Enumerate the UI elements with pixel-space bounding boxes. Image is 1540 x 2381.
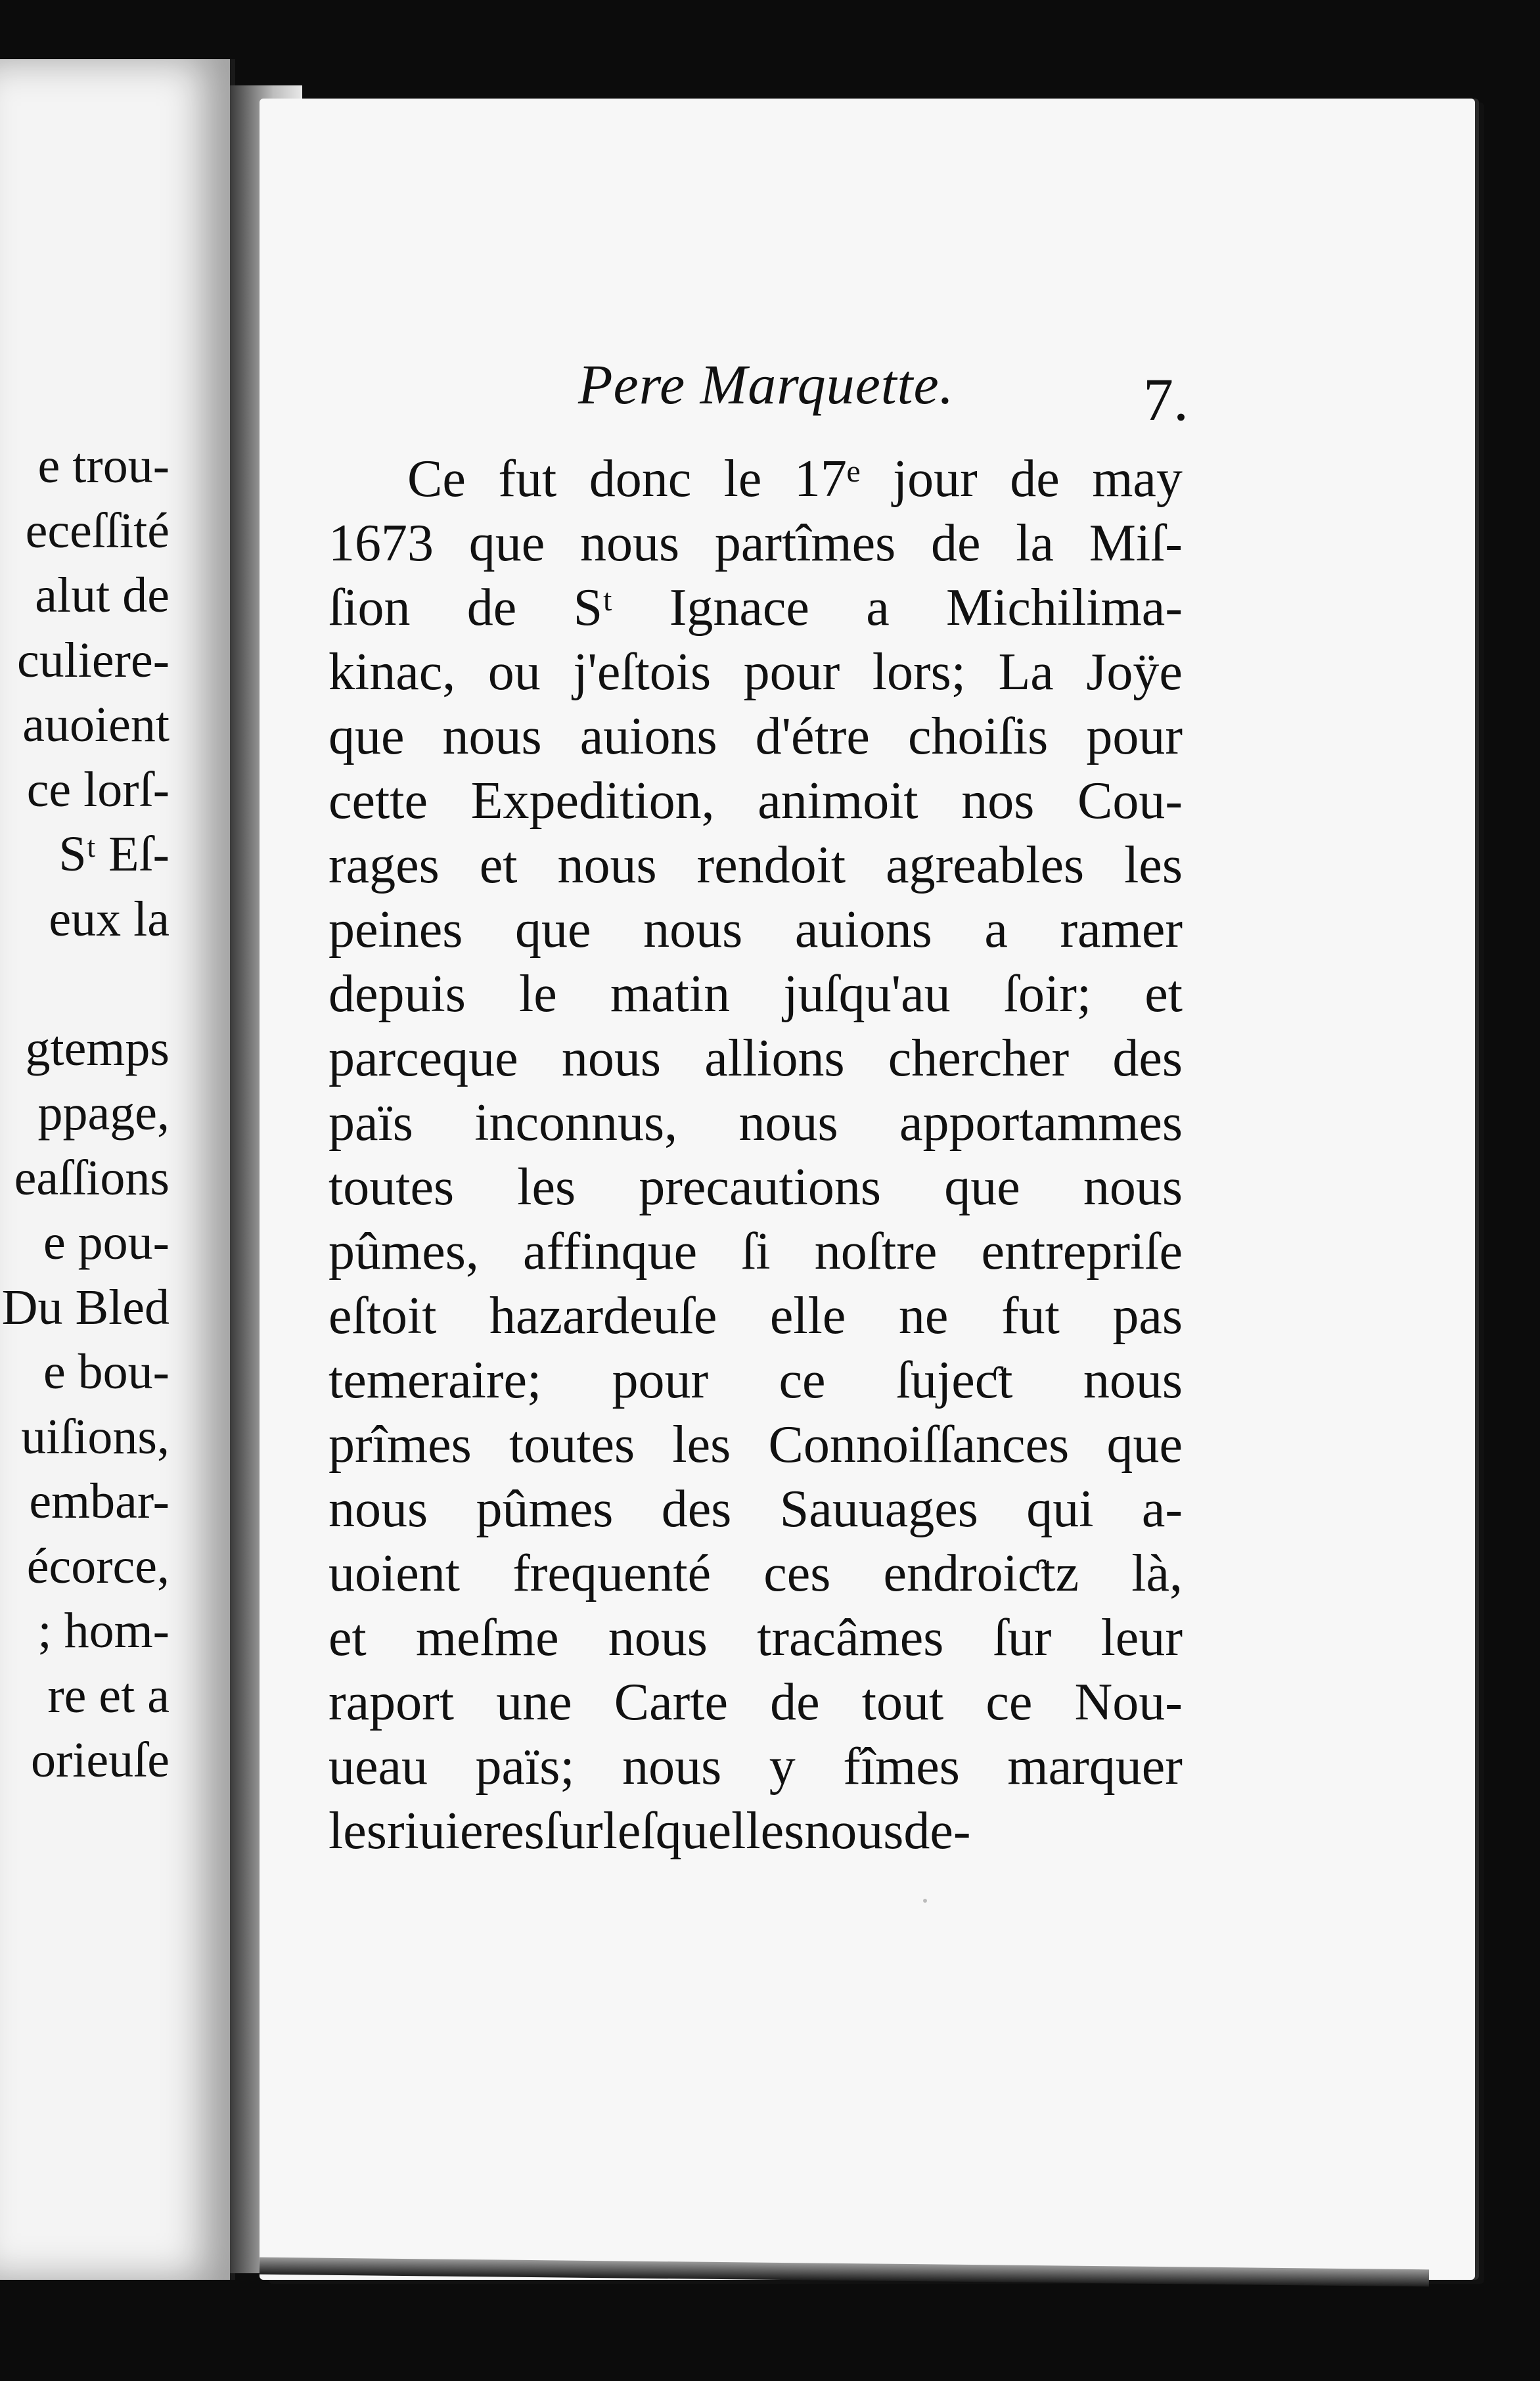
word: de <box>770 1673 820 1731</box>
word: de <box>931 514 981 572</box>
text-line <box>328 769 1183 833</box>
word: eſtoit <box>328 1287 437 1345</box>
word: leur <box>1100 1609 1183 1667</box>
text-line <box>328 833 1183 897</box>
word: prîmes <box>328 1416 472 1474</box>
word: ne <box>898 1287 949 1345</box>
word: fut <box>1001 1287 1060 1345</box>
word: pour <box>612 1351 709 1409</box>
word: hazardeuſe <box>489 1287 717 1345</box>
word: auions <box>579 708 717 765</box>
word: Sᵗ <box>573 579 613 637</box>
word: les <box>672 1416 731 1474</box>
word: tracâmes <box>757 1609 944 1667</box>
word: partîmes <box>714 514 896 572</box>
word: Joÿe <box>1086 643 1183 701</box>
word: a- <box>1141 1480 1183 1538</box>
text-line <box>328 511 1183 576</box>
word: Ce <box>407 450 466 508</box>
word: affinque <box>523 1223 698 1281</box>
word: rages <box>328 836 440 894</box>
text-line <box>328 1155 1183 1219</box>
word: a <box>866 579 890 637</box>
word: rendoit <box>696 836 846 894</box>
word: ſoir; <box>1003 965 1092 1023</box>
word: temeraire; <box>328 1351 542 1409</box>
text-line <box>328 1799 1183 1863</box>
left-page-line: e pou- <box>43 1215 170 1270</box>
word: nous <box>557 836 657 894</box>
left-page-line <box>0 951 170 1016</box>
left-page-line: auoient <box>22 697 170 752</box>
word: et <box>328 1609 367 1667</box>
word: Miſ- <box>1089 514 1183 572</box>
word: Sauuages <box>779 1480 978 1538</box>
word: inconnus, <box>474 1094 678 1152</box>
left-page-line: culiere- <box>16 632 170 688</box>
running-head: Pere Marquette. <box>578 353 955 416</box>
left-page-line: écorce, <box>26 1538 170 1594</box>
word: ces <box>763 1545 831 1602</box>
text-line <box>328 1735 1183 1799</box>
word: nous <box>1083 1351 1183 1409</box>
word: les <box>1124 836 1183 894</box>
word: riuieres <box>386 1802 545 1860</box>
word: animoit <box>758 772 918 830</box>
text-line <box>328 1606 1183 1670</box>
word: jour <box>892 450 978 508</box>
text-line <box>328 1091 1183 1155</box>
word: de <box>1010 450 1060 508</box>
word: matin <box>610 965 731 1023</box>
left-page-line: ppage, <box>37 1085 170 1141</box>
word: païs; <box>475 1738 575 1796</box>
word: precautions <box>639 1158 882 1216</box>
left-page-line: eux la <box>49 891 170 947</box>
text-line <box>328 640 1183 704</box>
word: leſquelles <box>602 1802 805 1860</box>
word: kinac, <box>328 643 456 701</box>
word: allions <box>704 1030 845 1087</box>
word: pour <box>743 643 840 701</box>
paper-speck <box>923 1899 927 1903</box>
word: raport <box>328 1673 455 1731</box>
word: meſme <box>415 1609 559 1667</box>
word: parceque <box>328 1030 518 1087</box>
word: que <box>944 1158 1020 1216</box>
word: ueau <box>328 1738 428 1796</box>
word: Cou- <box>1077 772 1183 830</box>
word: la <box>1016 514 1054 572</box>
word: agreables <box>886 836 1085 894</box>
word: les <box>517 1158 576 1216</box>
word: pour <box>1086 708 1183 765</box>
word: 1673 <box>328 514 434 572</box>
word: a <box>984 901 1008 959</box>
word: le <box>723 450 762 508</box>
word: que <box>328 708 405 765</box>
word: apportammes <box>899 1094 1183 1152</box>
word: de <box>466 579 517 637</box>
text-line <box>328 1477 1183 1541</box>
word: pûmes, <box>328 1223 479 1281</box>
word: nous <box>579 514 680 572</box>
word: nous <box>804 1802 904 1860</box>
text-line <box>328 1284 1183 1348</box>
left-page-text <box>0 434 170 1793</box>
word: nous <box>738 1094 838 1152</box>
left-page-line: alut de <box>35 568 170 623</box>
word: endroiƈtz <box>883 1545 1079 1602</box>
word: ramer <box>1060 901 1183 959</box>
word: des <box>661 1480 732 1538</box>
text-line <box>328 576 1183 640</box>
word: uoient <box>328 1545 460 1602</box>
word: noſtre <box>814 1223 938 1281</box>
word: Ignace <box>669 579 809 637</box>
word: nous <box>442 708 542 765</box>
word: là, <box>1131 1545 1183 1602</box>
left-page-line: e bou- <box>43 1344 170 1399</box>
word: le <box>519 965 557 1023</box>
word: Carte <box>614 1673 729 1731</box>
word: nous <box>561 1030 662 1087</box>
text-line <box>328 1026 1183 1091</box>
word: juſqu'au <box>783 965 951 1023</box>
left-page-line: e trou- <box>37 438 170 493</box>
word: tout <box>861 1673 944 1731</box>
word: j'eſtois <box>573 643 712 701</box>
word: may <box>1092 450 1183 508</box>
word: toutes <box>328 1158 455 1216</box>
left-page-line: orieuſe <box>30 1733 170 1788</box>
word: nous <box>608 1609 708 1667</box>
left-page-line: gtemps <box>25 1020 170 1076</box>
word: des <box>1112 1030 1183 1087</box>
body-text <box>328 447 1183 1863</box>
left-page-line: ce lorſ- <box>26 761 170 817</box>
word: ſi <box>741 1223 771 1281</box>
word: de- <box>903 1802 971 1860</box>
text-line <box>328 962 1183 1026</box>
left-page-line: re et a <box>47 1667 170 1723</box>
word: y <box>769 1738 796 1796</box>
word: que <box>514 901 591 959</box>
word: ce <box>985 1673 1033 1731</box>
text-line <box>328 1219 1183 1284</box>
left-page-line: eceſſité <box>25 503 170 558</box>
word: ſur <box>993 1609 1052 1667</box>
word: païs <box>328 1094 413 1152</box>
word: lors; <box>872 643 966 701</box>
page-number: 7. <box>1143 366 1189 433</box>
word: donc <box>589 450 692 508</box>
text-line <box>328 447 1183 511</box>
word: depuis <box>328 965 466 1023</box>
word: toutes <box>509 1416 635 1474</box>
word: ſion <box>328 579 411 637</box>
word: pas <box>1112 1287 1183 1345</box>
left-page-line: Sᵗ Eſ- <box>58 827 170 882</box>
word: une <box>496 1673 572 1731</box>
word: entrepriſe <box>981 1223 1183 1281</box>
word: les <box>328 1802 387 1860</box>
left-page-line: embar- <box>29 1474 170 1529</box>
word: fut <box>498 450 557 508</box>
word: que <box>1106 1416 1183 1474</box>
word: ou <box>487 643 541 701</box>
word: pûmes <box>476 1480 614 1538</box>
text-line <box>328 897 1183 962</box>
word: nous <box>1083 1158 1183 1216</box>
text-line <box>328 704 1183 769</box>
word: Michilima- <box>946 579 1183 637</box>
left-page-line: uiſions, <box>21 1409 170 1464</box>
word: ce <box>779 1351 826 1409</box>
text-line <box>328 1670 1183 1735</box>
word: d'étre <box>755 708 870 765</box>
word: nos <box>961 772 1035 830</box>
word: ſur <box>544 1802 603 1860</box>
word: et <box>479 836 518 894</box>
left-page-line: Du Bled <box>1 1279 170 1335</box>
word: nous <box>328 1480 428 1538</box>
word: auions <box>794 901 932 959</box>
word: fîmes <box>843 1738 960 1796</box>
text-line <box>328 1541 1183 1606</box>
word: Expedition, <box>470 772 715 830</box>
word: qui <box>1026 1480 1094 1538</box>
word: choiſis <box>907 708 1049 765</box>
word: chercher <box>888 1030 1070 1087</box>
word: cette <box>328 772 428 830</box>
text-line <box>328 1413 1183 1477</box>
word: Connoiſſances <box>768 1416 1070 1474</box>
word: et <box>1144 965 1183 1023</box>
word: frequenté <box>512 1545 712 1602</box>
word: marquer <box>1007 1738 1183 1796</box>
word: elle <box>769 1287 846 1345</box>
word: nous <box>643 901 743 959</box>
left-page-line: ; hom- <box>37 1603 170 1658</box>
word: que <box>468 514 545 572</box>
word: peines <box>328 901 463 959</box>
word: Nou- <box>1074 1673 1183 1731</box>
word: 17ᵉ <box>794 450 861 508</box>
word: nous <box>622 1738 722 1796</box>
word: ſujeƈt <box>895 1351 1013 1409</box>
word: La <box>998 643 1054 701</box>
text-line <box>328 1348 1183 1413</box>
left-page-line: eaſſions <box>14 1150 170 1206</box>
